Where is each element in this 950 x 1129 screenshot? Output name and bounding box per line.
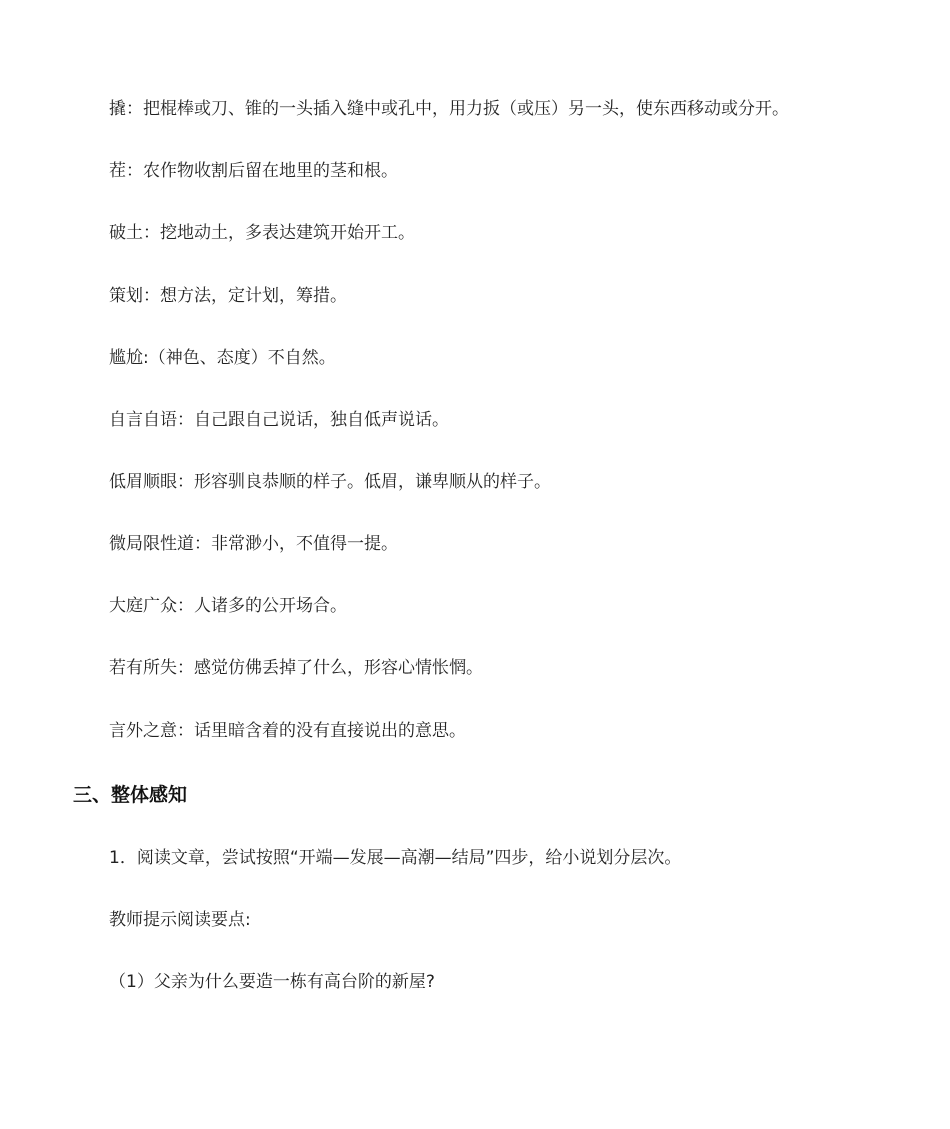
definition-item: 自言自语：自己跟自己说话，独自低声说话。 [109, 410, 449, 430]
definition-item: 策划：想方法，定计划，筹措。 [109, 286, 347, 306]
definition-item: 微局限性道：非常渺小，不值得一提。 [109, 534, 398, 554]
definition-item: 大庭广众：人诸多的公开场合。 [109, 596, 347, 616]
question-paragraph: （1）父亲为什么要造一栋有高台阶的新屋? [109, 972, 435, 992]
definition-item: 撬：把棍棒或刀、锥的一头插入缝中或孔中，用力扳（或压）另一头，使东西移动或分开。 [109, 99, 789, 119]
definition-item: 破土：挖地动土，多表达建筑开始开工。 [109, 223, 415, 243]
definition-item: 若有所失：感觉仿佛丢掉了什么，形容心情怅惘。 [109, 658, 483, 678]
definition-item: 尴尬:（神色、态度）不自然。 [109, 348, 336, 368]
definition-item: 言外之意：话里暗含着的没有直接说出的意思。 [109, 721, 466, 741]
task-paragraph: 1．阅读文章，尝试按照“开端—发展—高潮—结局”四步，给小说划分层次。 [109, 848, 682, 868]
definition-item: 低眉顺眼：形容驯良恭顺的样子。低眉，谦卑顺从的样子。 [109, 472, 551, 492]
section-heading: 三、整体感知 [73, 784, 188, 806]
hint-paragraph: 教师提示阅读要点: [109, 910, 251, 930]
definition-item: 茬：农作物收割后留在地里的茎和根。 [109, 161, 398, 181]
